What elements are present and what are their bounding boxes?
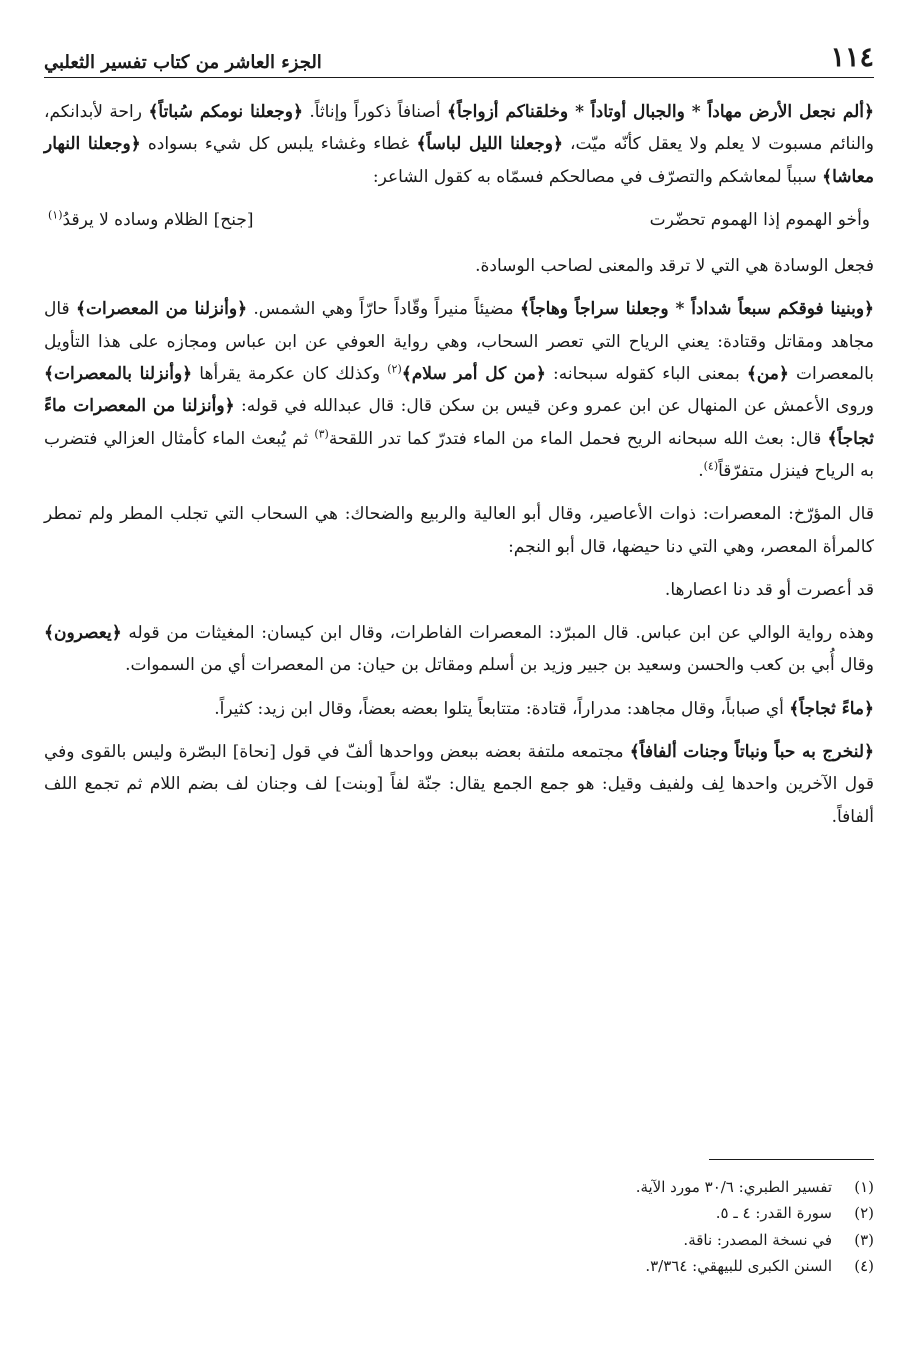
paragraph bbox=[44, 498, 874, 563]
text-run: وهذه رواية الوالي عن ابن عباس. قال المبرّد: المعصرات الفاطرات، وقال ابن كيسان: المغيثات من قوله bbox=[121, 623, 874, 644]
paragraph bbox=[44, 250, 874, 282]
footnote-text: في نسخة المصدر: ناقة. bbox=[683, 1230, 832, 1249]
poem-hemistich-1: وأخو الهموم إذا الهموم تحضّرت bbox=[649, 209, 870, 230]
paragraph bbox=[44, 693, 874, 725]
footnote-ref: (٢) bbox=[387, 362, 402, 376]
paragraph bbox=[44, 293, 874, 487]
paragraph bbox=[44, 96, 874, 193]
quran-quote: ﴿ألم نجعل الأرض مهاداً * والجبال أوتاداً * وخلقناكم أزواجاً﴾ bbox=[447, 102, 874, 122]
text-run: بمعنى الباء كقوله سبحانه: bbox=[545, 364, 747, 385]
quran-quote: ﴿لنخرج به حباً ونباتاً وجنات ألفافاً﴾ bbox=[629, 742, 874, 763]
footnote-text: سورة القدر: ٤ ـ ٥. bbox=[715, 1204, 832, 1223]
paragraph-group-2 bbox=[44, 250, 874, 563]
footnote-list bbox=[44, 1174, 874, 1279]
footnote bbox=[44, 1174, 874, 1200]
text-run: سبباً لمعاشكم والتصرّف في مصالحكم فسمّاه به كقول الشاعر: bbox=[372, 166, 823, 187]
footnote-text: تفسير الطبري: ٣٠/٦ مورد الآية. bbox=[635, 1178, 832, 1196]
text-run: وكذلك كان عكرمة يقرأها bbox=[192, 364, 388, 385]
footnote-ref: (٣) bbox=[314, 427, 329, 441]
text-run: ثم يُبعث الماء كأمثال العزالي فتضرب به الرياح فينزل متفرّقاً bbox=[44, 428, 874, 481]
text-run: غطاء وغشاء يلبس كل شيء بسواده bbox=[140, 134, 417, 155]
text-run: قال المؤرّخ: المعصرات: ذوات الأعاصير، وقال أبو العالية والربيع والضحاك: هي السحاب التي تجلب المطر ولم تمطر كالمرأة المعصر، وهي التي دنا حيضها، قال أبو النجم: bbox=[44, 504, 874, 557]
footnote-number: (٤) bbox=[854, 1256, 874, 1275]
poem-verse bbox=[44, 204, 874, 236]
poem-hemistich-2-wrap bbox=[48, 204, 254, 236]
text-run: وقال أُبي بن كعب والحسن وسعيد بن جبير وزيد بن أسلم ومقاتل بن حيان: من المعصرات أي من السموات. bbox=[125, 655, 874, 676]
quran-quote: ﴿وجعلنا الليل لباساً﴾ bbox=[416, 134, 563, 155]
quran-quote: ﴿من كل أمر سلام﴾ bbox=[401, 364, 546, 385]
quoted-verse: قد أعصرت أو قد دنا اعصارها. bbox=[664, 579, 874, 600]
footnote-ref: (١) bbox=[48, 208, 63, 222]
poem-hemistich-2: [جنح] الظلام وساده لا يرقدُ bbox=[62, 209, 254, 230]
text-run: قال مجاهد ومقاتل وقتادة: يعني الرياح التي تعصر السحاب، وهي رواية العوفي عن ابن عباس ومجازه على هذا التأويل بالمعصرات bbox=[44, 299, 875, 385]
text-run: مضيئاً منيراً وقّاداً حارّاً وهي الشمس. bbox=[247, 299, 520, 320]
page-header bbox=[44, 34, 874, 78]
text-run: قال: بعث الله سبحانه الريح فحمل الماء من الماء فتدرّ كما تدر اللقحة bbox=[328, 428, 828, 449]
text-run: راحة لأبدانكم، والنائم مسبوت لا يعلم ولا يعقل كأنّه ميّت، bbox=[44, 102, 874, 155]
footnote-number: (٣) bbox=[854, 1230, 874, 1249]
quran-quote: ﴿من﴾ bbox=[746, 364, 789, 385]
text-run: أصنافاً ذكوراً وإناثاً. bbox=[302, 102, 447, 122]
text-run: . bbox=[698, 460, 704, 481]
quran-quote: ﴿وأنزلنا من المعصرات ماءً ثجاجاً﴾ bbox=[44, 396, 875, 449]
quran-quote: ﴿يعصرون﴾ bbox=[44, 623, 122, 644]
footnote bbox=[44, 1200, 874, 1226]
page-number: ١١٤ bbox=[830, 42, 874, 73]
text-run: مجتمعه ملتفة بعضه ببعض وواحدها ألفّ في قول [نحاة] البصّرة وليس بالقوى وفي قول الآخرين واحدها لِف ولفيف وقيل: هو جمع الجمع يقال: جنّة لفاً [وبنت] لف وجنان لف بضم اللام ثم تجمع اللف ألفافاً. bbox=[44, 742, 874, 827]
footnote-text: السنن الكبرى للبيهقي: ٣/٣٦٤. bbox=[645, 1256, 832, 1275]
footnote-number: (٢) bbox=[854, 1204, 874, 1223]
text-run: أي صباباً، وقال مجاهد: مدراراً، قتادة: متتابعاً يتلوا بعضه بعضاً، وقال ابن زيد: كثيراً. bbox=[214, 698, 790, 719]
quran-quote: ﴿ماءً ثجاجاً﴾ bbox=[789, 698, 874, 719]
quran-quote: ﴿وجعلنا نومكم سُباتاً﴾ bbox=[148, 102, 303, 122]
footnotes bbox=[44, 1159, 874, 1279]
running-title: الجزء العاشر من كتاب تفسير الثعلبي bbox=[44, 52, 322, 73]
paragraph-group-1 bbox=[44, 96, 874, 193]
text-run: وروى الأعمش عن المنهال عن ابن عمرو وعن قيس بن سكن قال: قال عبدالله في قوله: bbox=[234, 396, 874, 417]
footnote bbox=[44, 1253, 874, 1279]
footnote-ref: (٤) bbox=[703, 459, 719, 473]
paragraph bbox=[44, 617, 874, 682]
quran-quote: ﴿وبنينا فوقكم سبعاً شداداً * وجعلنا سراجاً وهاجاً﴾ bbox=[520, 299, 874, 320]
paragraph bbox=[44, 736, 874, 833]
footnote-number: (١) bbox=[854, 1178, 874, 1196]
quran-quote: ﴿وجعلنا النهار معاشا﴾ bbox=[44, 134, 874, 187]
quran-quote: ﴿وأنزلنا من المعصرات﴾ bbox=[76, 299, 248, 320]
text-run: فجعل الوسادة هي التي لا ترقد والمعنى لصاحب الوسادة. bbox=[475, 256, 874, 277]
paragraph-group-3 bbox=[44, 617, 874, 833]
footnote-divider bbox=[709, 1159, 874, 1160]
book-page bbox=[44, 34, 875, 1275]
main-text bbox=[44, 96, 874, 833]
quran-quote: ﴿وأنزلنا بالمعصرات﴾ bbox=[44, 364, 193, 385]
footnote bbox=[44, 1227, 874, 1253]
